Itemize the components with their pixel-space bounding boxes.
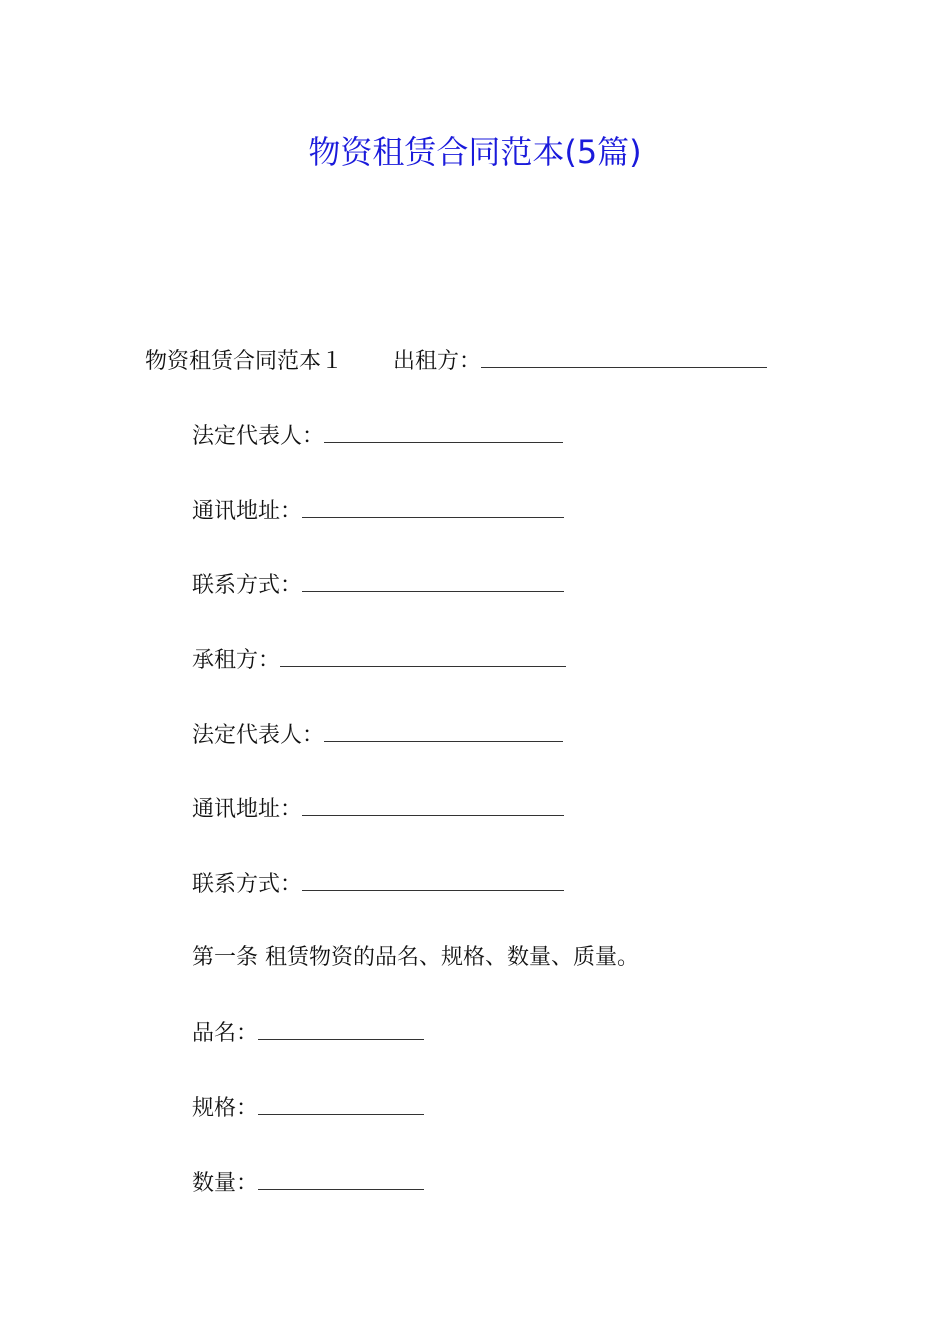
section-heading: 物资租赁合同范本１ bbox=[145, 349, 344, 374]
item-label-spec: 规格： bbox=[192, 1096, 259, 1121]
item-quantity-blank[interactable] bbox=[258, 1167, 424, 1190]
lessee-blank[interactable] bbox=[280, 644, 566, 667]
lessee-contact-blank[interactable] bbox=[302, 868, 564, 891]
item-label-quantity: 数量： bbox=[192, 1171, 259, 1196]
item-row bbox=[192, 1092, 424, 1124]
field-row bbox=[192, 719, 563, 751]
article-1: 第一条 租赁物资的品名、规格、数量、质量。 bbox=[192, 945, 639, 970]
field-row bbox=[192, 569, 564, 601]
section-heading-line bbox=[145, 345, 767, 377]
item-label-name: 品名： bbox=[192, 1021, 259, 1046]
field-label-lessee: 承租方： bbox=[192, 648, 281, 673]
field-label-lessor-legal-rep: 法定代表人： bbox=[192, 424, 325, 449]
field-row bbox=[192, 793, 564, 825]
lessor-legal-rep-blank[interactable] bbox=[324, 420, 563, 443]
document-title: 物资租赁合同范本(5篇) bbox=[308, 133, 642, 171]
item-spec-blank[interactable] bbox=[258, 1092, 424, 1115]
lessor-contact-blank[interactable] bbox=[302, 569, 564, 592]
field-row bbox=[192, 420, 563, 452]
field-label-lessor-address: 通讯地址： bbox=[192, 499, 303, 524]
field-label-lessee-legal-rep: 法定代表人： bbox=[192, 723, 325, 748]
lessor-address-blank[interactable] bbox=[302, 495, 564, 518]
lessee-legal-rep-blank[interactable] bbox=[324, 719, 563, 742]
field-label-lessee-contact: 联系方式： bbox=[192, 872, 303, 897]
field-row bbox=[192, 868, 564, 900]
field-row bbox=[192, 644, 566, 676]
field-label-lessee-address: 通讯地址： bbox=[192, 797, 303, 822]
lessor-label: 出租方： bbox=[393, 349, 482, 374]
item-name-blank[interactable] bbox=[258, 1017, 424, 1040]
field-row bbox=[192, 495, 564, 527]
lessor-blank[interactable] bbox=[481, 345, 767, 368]
field-label-lessor-contact: 联系方式： bbox=[192, 573, 303, 598]
item-row bbox=[192, 1167, 424, 1199]
lessee-address-blank[interactable] bbox=[302, 793, 564, 816]
item-row bbox=[192, 1017, 424, 1049]
